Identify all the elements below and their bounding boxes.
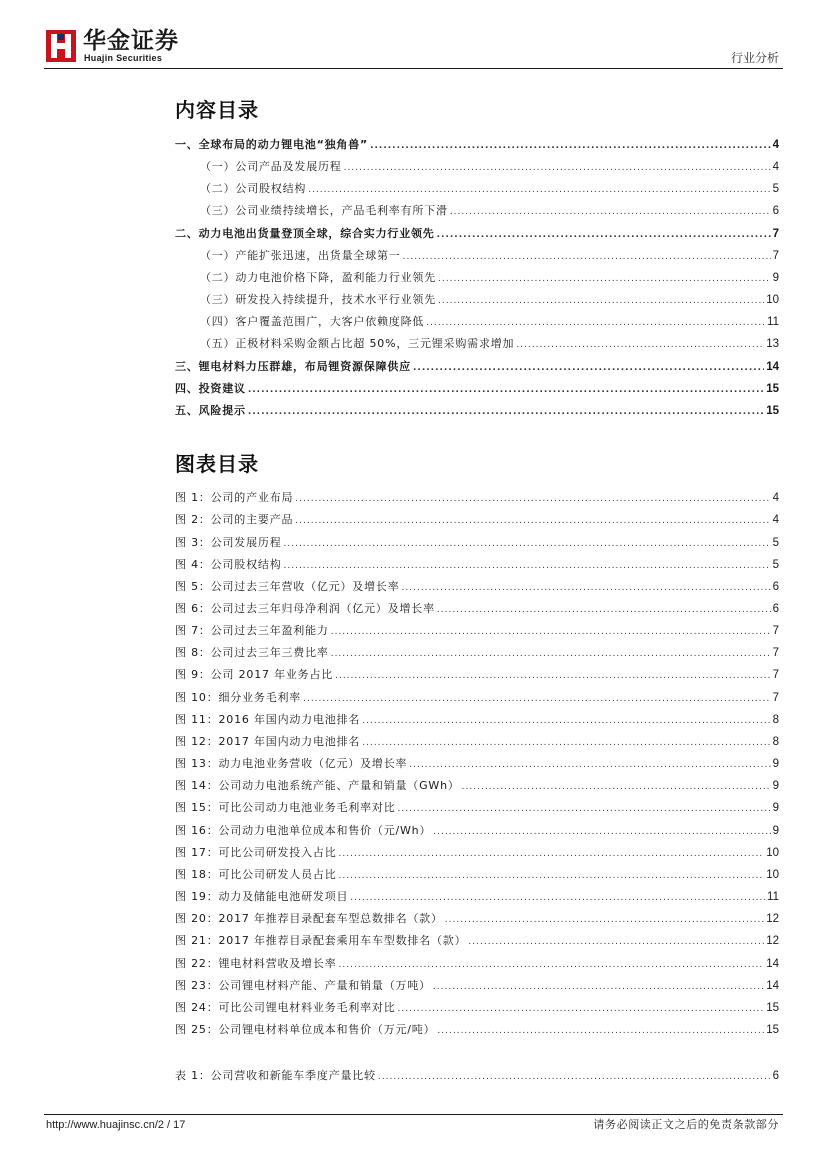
figure-entry[interactable]: [175, 956, 779, 972]
figure-entry-text: 图 25：公司锂电材料单位成本和售价（万元/吨）: [175, 1023, 436, 1036]
toc-entry-text: 一、全球布局的动力锂电池“独角兽”: [175, 138, 369, 151]
figure-entry-text: 图 20：2017 年推荐目录配套车型总数排名（款）: [175, 912, 443, 925]
figure-entry-page: 14: [766, 958, 779, 970]
figure-entry-text: 图 18：可比公司研发人员占比: [175, 868, 337, 881]
figure-entry-text: 图 13：动力电池业务营收（亿元）及增长率: [175, 757, 408, 770]
toc-entry-text: 四、投资建议: [175, 382, 246, 395]
leader-dots: [462, 779, 771, 795]
leader-dots: [433, 824, 770, 840]
leader-dots: [468, 934, 764, 950]
figure-entry[interactable]: [175, 579, 779, 595]
leader-dots: [284, 536, 771, 552]
document-type-label: 行业分析: [730, 51, 779, 65]
figure-entry-text: 图 7：公司过去三年盈利能力: [175, 624, 329, 637]
leader-dots: [426, 315, 765, 331]
toc-entry-text: （一）产能扩张迅速，出货量全球第一: [200, 249, 401, 262]
huajin-logo-icon: [46, 30, 76, 62]
leader-dots: [437, 602, 771, 618]
figure-entry[interactable]: [175, 800, 779, 816]
figure-entry-text: 图 3：公司发展历程: [175, 536, 282, 549]
figure-entry[interactable]: [175, 512, 779, 528]
figure-entry-page: 15: [766, 1024, 779, 1036]
toc-entry-text: （三）公司业绩持续增长，产品毛利率有所下滑: [200, 204, 448, 217]
figure-entry-page: 7: [772, 669, 779, 681]
leader-dots: [516, 337, 764, 353]
toc-entry-page: 15: [766, 405, 779, 417]
leader-dots: [450, 204, 771, 220]
figure-entry-page: 7: [772, 692, 779, 704]
figure-entry-page: 8: [772, 736, 779, 748]
figure-entry-page: 4: [772, 492, 779, 504]
figure-entry-page: 4: [772, 514, 779, 526]
figure-entry-text: 图 14：公司动力电池系统产能、产量和销量（GWh）: [175, 779, 460, 792]
toc-entry-text: 五、风险提示: [175, 404, 246, 417]
figure-entry[interactable]: [175, 823, 779, 839]
figure-entry[interactable]: [175, 623, 779, 639]
contents-title: 内容目录: [175, 98, 259, 122]
toc-entry-text: （二）动力电池价格下降，盈利能力行业领先: [200, 271, 436, 284]
figure-entry-page: 11: [767, 891, 779, 903]
toc-entry[interactable]: [200, 248, 779, 264]
figure-entry[interactable]: [175, 490, 779, 506]
leader-dots: [350, 890, 765, 906]
figure-entry-page: 9: [772, 758, 779, 770]
figure-entry-page: 6: [772, 581, 779, 593]
toc-entry[interactable]: [200, 314, 779, 330]
brand-name-en: Huajin Securities: [84, 53, 163, 63]
figure-entry[interactable]: [175, 978, 779, 994]
toc-entry-page: 4: [772, 161, 779, 173]
leader-dots: [308, 182, 770, 198]
footer-url-page: http://www.huajinsc.cn/2 / 17: [46, 1119, 186, 1131]
figure-entry-text: 图 12：2017 年国内动力电池排名: [175, 735, 361, 748]
footer-disclaimer: 请务必阅读正文之后的免责条款部分: [593, 1118, 779, 1131]
header-divider: [44, 68, 783, 69]
leader-dots: [378, 1069, 771, 1085]
leader-dots: [339, 957, 765, 973]
toc-entry[interactable]: [175, 226, 779, 242]
figure-entry-text: 图 1：公司的产业布局: [175, 491, 294, 504]
figure-entry-text: 图 8：公司过去三年三费比率: [175, 646, 329, 659]
leader-dots: [370, 138, 771, 154]
figure-entry-page: 12: [766, 935, 779, 947]
footer-divider: [44, 1114, 783, 1115]
leader-dots: [403, 249, 771, 265]
figure-entry[interactable]: [175, 911, 779, 927]
leader-dots: [402, 580, 771, 596]
figure-entry-page: 10: [766, 869, 779, 881]
leader-dots: [438, 271, 771, 287]
figure-entry-page: 7: [772, 625, 779, 637]
toc-entry[interactable]: [175, 403, 779, 419]
toc-entry-page: 7: [772, 228, 779, 240]
figure-entry[interactable]: [175, 734, 779, 750]
toc-entry-page: 7: [772, 250, 779, 262]
figure-entry-text: 图 10：细分业务毛利率: [175, 691, 302, 704]
toc-entry[interactable]: [175, 137, 779, 153]
figure-entry-page: 9: [772, 780, 779, 792]
figure-entry-text: 图 11：2016 年国内动力电池排名: [175, 713, 361, 726]
toc-entry-page: 4: [772, 139, 779, 151]
toc-entry-page: 10: [766, 294, 779, 306]
toc-entry-page: 13: [766, 338, 779, 350]
figure-entry-page: 9: [772, 825, 779, 837]
toc-entry-page: 11: [767, 316, 779, 328]
leader-dots: [295, 513, 770, 529]
leader-dots: [335, 668, 771, 684]
figure-entry-text: 图 6：公司过去三年归母净利润（亿元）及增长率: [175, 602, 435, 615]
figure-entry-page: 8: [772, 714, 779, 726]
figure-entry[interactable]: [175, 867, 779, 883]
figure-entry[interactable]: [175, 845, 779, 861]
toc-entry[interactable]: [175, 359, 779, 375]
figure-entry[interactable]: [175, 933, 779, 949]
toc-entry[interactable]: [200, 336, 779, 352]
figure-entry[interactable]: [175, 1022, 779, 1038]
toc-entry-page: 9: [772, 272, 779, 284]
leader-dots: [409, 757, 770, 773]
figure-entry[interactable]: [175, 601, 779, 617]
leader-dots: [331, 646, 771, 662]
toc-entry[interactable]: [200, 181, 779, 197]
figure-entry-page: 15: [766, 1002, 779, 1014]
figure-entry-text: 图 19：动力及储能电池研发项目: [175, 890, 349, 903]
figure-entry[interactable]: [175, 756, 779, 772]
figure-entry-page: 6: [772, 603, 779, 615]
figure-entry-page: 14: [766, 980, 779, 992]
leader-dots: [438, 293, 764, 309]
leader-dots: [398, 1001, 765, 1017]
toc-entry[interactable]: [200, 270, 779, 286]
figure-entry-text: 图 2：公司的主要产品: [175, 513, 294, 526]
leader-dots: [303, 691, 771, 707]
figure-entry[interactable]: [175, 667, 779, 683]
figure-entry[interactable]: [175, 712, 779, 728]
toc-entry-text: （五）正极材料采购金额占比超 50%，三元锂采购需求增加: [200, 337, 515, 350]
leader-dots: [362, 735, 770, 751]
toc-entry[interactable]: [175, 381, 779, 397]
figure-entry-text: 图 24：可比公司锂电材料业务毛利率对比: [175, 1001, 396, 1014]
figure-entry-page: 5: [772, 559, 779, 571]
table-entry[interactable]: [175, 1068, 779, 1084]
figure-entry[interactable]: [175, 1000, 779, 1016]
brand-name-cn: 华金证券: [83, 28, 179, 54]
leader-dots: [295, 491, 770, 507]
leader-dots: [413, 360, 764, 376]
figure-entry-text: 图 9：公司 2017 年业务占比: [175, 668, 334, 681]
table-entry-text: 表 1：公司营收和新能车季度产量比较: [175, 1069, 376, 1082]
figure-entry[interactable]: [175, 645, 779, 661]
figure-entry[interactable]: [175, 557, 779, 573]
leader-dots: [437, 227, 771, 243]
toc-entry[interactable]: [200, 159, 779, 175]
figures-title: 图表目录: [175, 452, 259, 476]
figure-entry-text: 图 16：公司动力电池单位成本和售价（元/Wh）: [175, 824, 432, 837]
figure-entry[interactable]: [175, 778, 779, 794]
toc-entry[interactable]: [200, 203, 779, 219]
toc-entry-page: 14: [766, 361, 779, 373]
leader-dots: [445, 912, 764, 928]
toc-entry-page: 6: [772, 205, 779, 217]
figure-entry-text: 图 15：可比公司动力电池业务毛利率对比: [175, 801, 396, 814]
toc-entry-text: （四）客户覆盖范围广，大客户依赖度降低: [200, 315, 425, 328]
figure-entry-page: 7: [772, 647, 779, 659]
figure-entry-text: 图 17：可比公司研发投入占比: [175, 846, 337, 859]
toc-entry-text: 三、锂电材料力压群雄，布局锂资源保障供应: [175, 360, 411, 373]
leader-dots: [284, 558, 771, 574]
figure-entry-page: 12: [766, 913, 779, 925]
figure-entry-page: 10: [766, 847, 779, 859]
toc-entry-text: 二、动力电池出货量登顶全球，综合实力行业领先: [175, 227, 435, 240]
toc-entry-text: （一）公司产品及发展历程: [200, 160, 342, 173]
leader-dots: [339, 846, 765, 862]
figure-entry-page: 9: [772, 802, 779, 814]
leader-dots: [362, 713, 770, 729]
leader-dots: [398, 801, 771, 817]
figure-entry-page: 5: [772, 537, 779, 549]
table-entry-page: 6: [772, 1070, 779, 1082]
figure-entry-text: 图 21：2017 年推荐目录配套乘用车车型数排名（款）: [175, 934, 467, 947]
toc-entry-page: 5: [772, 183, 779, 195]
toc-entry-text: （二）公司股权结构: [200, 182, 307, 195]
leader-dots: [437, 1023, 764, 1039]
leader-dots: [339, 868, 765, 884]
figure-entry-text: 图 22：锂电材料营收及增长率: [175, 957, 337, 970]
toc-entry-page: 15: [766, 383, 779, 395]
leader-dots: [344, 160, 771, 176]
figure-entry-text: 图 4：公司股权结构: [175, 558, 282, 571]
figure-entry[interactable]: [175, 889, 779, 905]
figure-entry-text: 图 5：公司过去三年营收（亿元）及增长率: [175, 580, 400, 593]
leader-dots: [248, 382, 764, 398]
figure-entry-text: 图 23：公司锂电材料产能、产量和销量（万吨）: [175, 979, 431, 992]
leader-dots: [248, 404, 764, 420]
toc-entry[interactable]: [200, 292, 779, 308]
leader-dots: [331, 624, 771, 640]
leader-dots: [433, 979, 764, 995]
toc-entry-text: （三）研发投入持续提升，技术水平行业领先: [200, 293, 436, 306]
figure-entry[interactable]: [175, 690, 779, 706]
figure-entry[interactable]: [175, 535, 779, 551]
